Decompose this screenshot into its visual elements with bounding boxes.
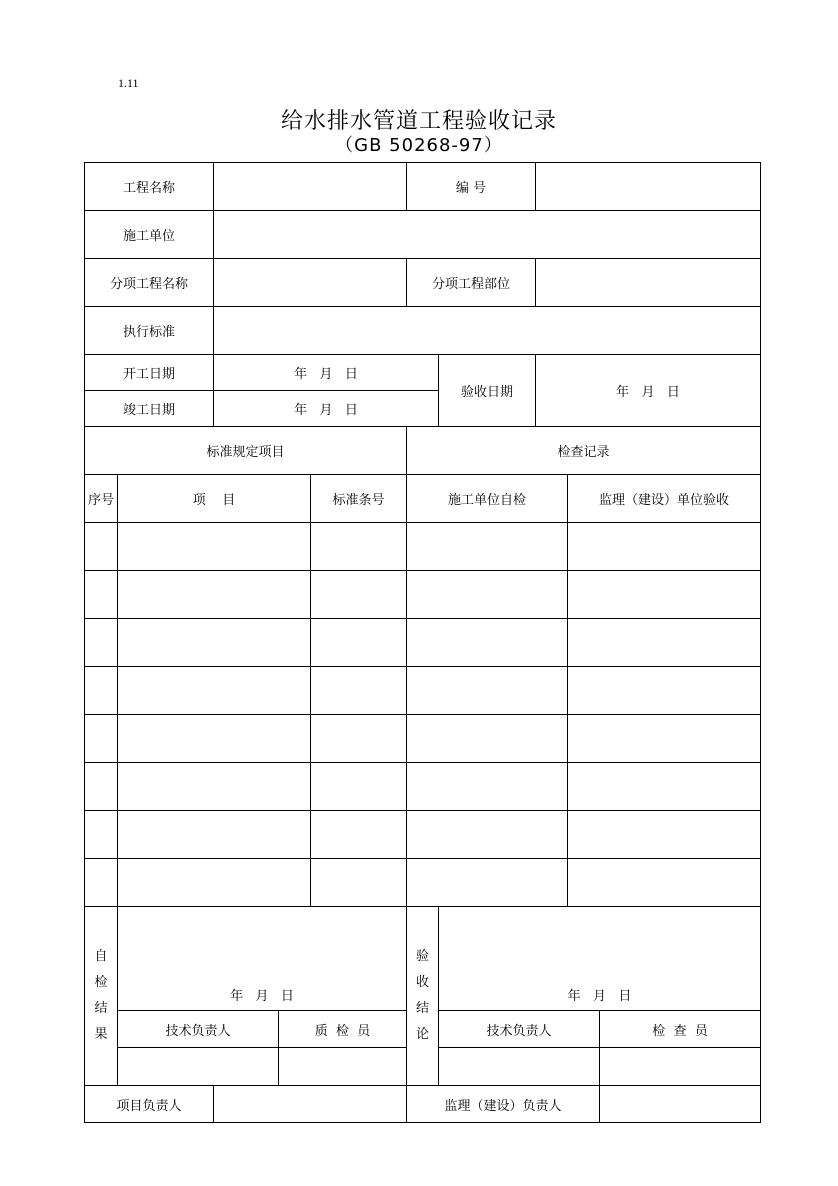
project-name-label: 工程名称 xyxy=(84,162,214,211)
clause-cell[interactable] xyxy=(310,714,407,763)
start-date-field[interactable]: 年 月 日 xyxy=(213,354,439,391)
serial-number-field[interactable] xyxy=(535,162,761,211)
seq-cell[interactable] xyxy=(84,858,118,907)
clause-cell[interactable] xyxy=(310,522,407,571)
supervision-cell[interactable] xyxy=(567,714,761,763)
end-date-field[interactable]: 年 月 日 xyxy=(213,390,439,427)
subitem-location-label: 分项工程部位 xyxy=(406,258,536,307)
col-supervision-header: 监理（建设）单位验收 xyxy=(567,474,761,523)
self-check-cell[interactable] xyxy=(406,714,568,763)
item-cell[interactable] xyxy=(117,618,311,667)
self-check-cell[interactable] xyxy=(406,810,568,859)
self-tech-manager-label: 技术负责人 xyxy=(117,1010,279,1048)
acc-tech-manager-label: 技术负责人 xyxy=(438,1010,600,1048)
item-cell[interactable] xyxy=(117,858,311,907)
form-number: 1.11 xyxy=(118,76,139,90)
project-manager-label: 项目负责人 xyxy=(84,1085,214,1123)
standard-code: （GB 50268-97） xyxy=(335,135,503,156)
inspection-record-header: 检查记录 xyxy=(406,426,761,475)
acc-inspector-signature[interactable] xyxy=(599,1047,761,1086)
item-cell[interactable] xyxy=(117,714,311,763)
col-self-check-header: 施工单位自检 xyxy=(406,474,568,523)
supervision-manager-signature[interactable] xyxy=(599,1085,761,1123)
seq-cell[interactable] xyxy=(84,714,118,763)
seq-cell[interactable] xyxy=(84,618,118,667)
clause-cell[interactable] xyxy=(310,762,407,811)
subitem-name-field[interactable] xyxy=(213,258,407,307)
supervision-cell[interactable] xyxy=(567,618,761,667)
supervision-cell[interactable] xyxy=(567,810,761,859)
self-check-cell[interactable] xyxy=(406,618,568,667)
item-cell[interactable] xyxy=(117,810,311,859)
project-manager-signature[interactable] xyxy=(213,1085,407,1123)
item-cell[interactable] xyxy=(117,762,311,811)
self-check-cell[interactable] xyxy=(406,570,568,619)
acceptance-date-field[interactable]: 年 月 日 xyxy=(535,354,761,427)
execution-standard-label: 执行标准 xyxy=(84,306,214,355)
clause-cell[interactable] xyxy=(310,618,407,667)
construction-unit-field[interactable] xyxy=(213,210,761,259)
subitem-name-label: 分项工程名称 xyxy=(84,258,214,307)
acceptance-date-label: 验收日期 xyxy=(438,354,536,427)
self-check-cell[interactable] xyxy=(406,522,568,571)
seq-cell[interactable] xyxy=(84,522,118,571)
form-title: 给水排水管道工程验收记录 xyxy=(280,109,557,134)
clause-cell[interactable] xyxy=(310,810,407,859)
col-seq-header: 序号 xyxy=(84,474,118,523)
serial-number-label: 编 号 xyxy=(406,162,536,211)
execution-standard-field[interactable] xyxy=(213,306,761,355)
supervision-manager-label: 监理（建设）负责人 xyxy=(406,1085,600,1123)
seq-cell[interactable] xyxy=(84,666,118,715)
self-check-cell[interactable] xyxy=(406,762,568,811)
col-clause-header: 标准条号 xyxy=(310,474,407,523)
start-date-label: 开工日期 xyxy=(84,354,214,391)
self-check-result-field[interactable]: 年 月 日 xyxy=(117,906,407,1011)
project-name-field[interactable] xyxy=(213,162,407,211)
supervision-cell[interactable] xyxy=(567,570,761,619)
construction-unit-label: 施工单位 xyxy=(84,210,214,259)
self-check-cell[interactable] xyxy=(406,858,568,907)
subitem-location-field[interactable] xyxy=(535,258,761,307)
item-cell[interactable] xyxy=(117,666,311,715)
end-date-label: 竣工日期 xyxy=(84,390,214,427)
acc-inspector-label: 检 查 员 xyxy=(599,1010,761,1048)
self-quality-inspector-label: 质 检 员 xyxy=(278,1010,407,1048)
self-quality-inspector-signature[interactable] xyxy=(278,1047,407,1086)
supervision-cell[interactable] xyxy=(567,666,761,715)
supervision-cell[interactable] xyxy=(567,762,761,811)
item-cell[interactable] xyxy=(117,522,311,571)
clause-cell[interactable] xyxy=(310,858,407,907)
self-check-result-label: 自 检 结 果 xyxy=(84,906,118,1086)
seq-cell[interactable] xyxy=(84,762,118,811)
seq-cell[interactable] xyxy=(84,810,118,859)
supervision-cell[interactable] xyxy=(567,858,761,907)
self-check-cell[interactable] xyxy=(406,666,568,715)
seq-cell[interactable] xyxy=(84,570,118,619)
supervision-cell[interactable] xyxy=(567,522,761,571)
clause-cell[interactable] xyxy=(310,666,407,715)
item-cell[interactable] xyxy=(117,570,311,619)
acceptance-conclusion-label: 验 收 结 论 xyxy=(406,906,439,1086)
acc-tech-manager-signature[interactable] xyxy=(438,1047,600,1086)
self-tech-manager-signature[interactable] xyxy=(117,1047,279,1086)
standard-items-header: 标准规定项目 xyxy=(84,426,407,475)
acceptance-conclusion-field[interactable]: 年 月 日 xyxy=(438,906,761,1011)
clause-cell[interactable] xyxy=(310,570,407,619)
col-item-header: 项 目 xyxy=(117,474,311,523)
